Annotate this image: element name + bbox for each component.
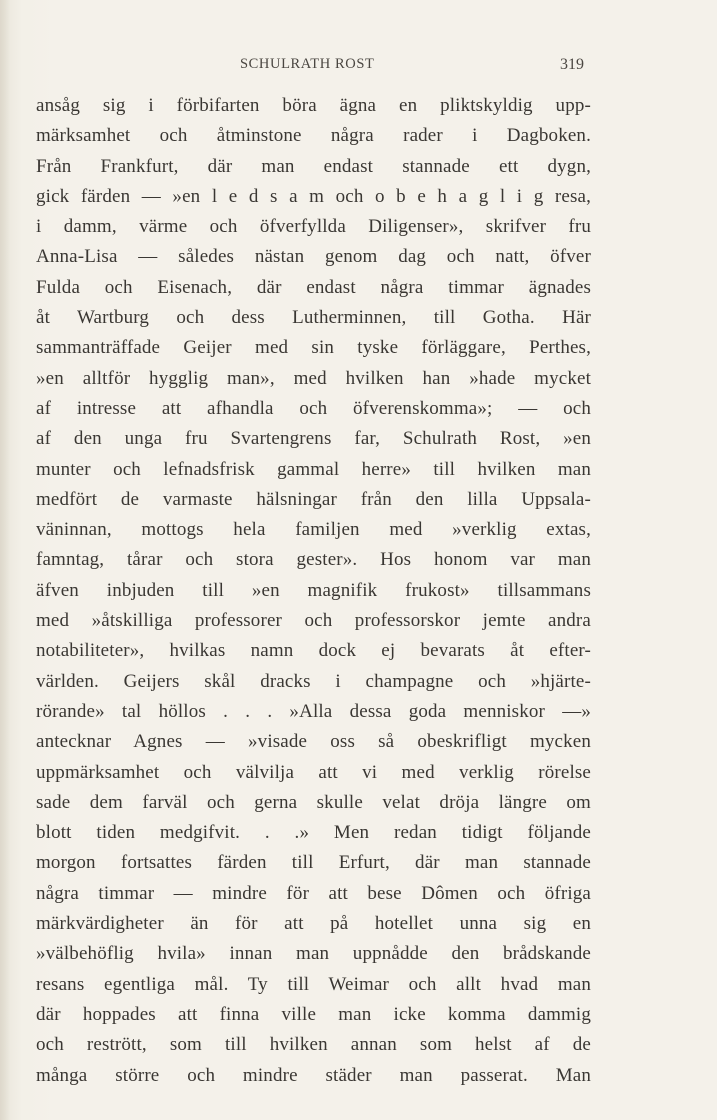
- page-number: 319: [560, 56, 584, 73]
- text-line: af intresse att afhandla och öfverenskomma»; — och: [36, 397, 591, 419]
- page-gutter-shadow: [0, 0, 10, 1120]
- text-line: märkvärdigheter än för att på hotellet unna sig en: [36, 913, 591, 935]
- text-line: Från Frankfurt, där man endast stannade ett dygn,: [36, 155, 591, 177]
- text-line: rörande» tal höllos . . . »Alla dessa goda menniskor —»: [36, 700, 591, 722]
- text-line: äfven inbjuden till »en magnifik frukost» tillsammans: [36, 579, 591, 601]
- text-line: märksamhet och åtminstone några rader i Dagboken.: [36, 125, 591, 147]
- text-line: notabiliteter», hvilkas namn dock ej bevarats åt efter-: [36, 640, 591, 662]
- text-line: i damm, värme och öfverfyllda Diligenser», skrifver fru: [36, 216, 591, 238]
- text-line: famntag, tårar och stora gester». Hos honom var man: [36, 549, 591, 571]
- text-line: uppmärksamhet och välvilja att vi med verklig rörelse: [36, 761, 591, 783]
- running-title: SCHULRATH ROST: [240, 56, 375, 72]
- text-line: sammanträffade Geijer med sin tyske förläggare, Perthes,: [36, 337, 591, 359]
- text-line: ansåg sig i förbifarten böra ägna en pliktskyldig upp-: [36, 95, 591, 116]
- text-line: världen. Geijers skål dracks i champagne och »hjärte-: [36, 670, 591, 692]
- text-line: sade dem farväl och gerna skulle velat dröja längre om: [36, 791, 591, 813]
- text-line: morgon fortsattes färden till Erfurt, där man stannade: [36, 852, 591, 874]
- text-line: blott tiden medgifvit. . .» Men redan tidigt följande: [36, 822, 591, 844]
- text-line: »en alltför hygglig man», med hvilken han »hade mycket: [36, 367, 591, 389]
- text-line: väninnan, mottogs hela familjen med »verklig extas,: [36, 519, 591, 541]
- text-line: Fulda och Eisenach, där endast några timmar ägnades: [36, 276, 591, 298]
- text-line: munter och lefnadsfrisk gammal herre» till hvilken man: [36, 458, 591, 480]
- text-line: af den unga fru Svartengrens far, Schulrath Rost, »en: [36, 428, 591, 450]
- text-line: medfört de varmaste hälsningar från den lilla Uppsala-: [36, 488, 591, 510]
- text-line: gick färden — »en l e d s a m och o b e h a g l i g resa,: [36, 185, 591, 207]
- body-text: [36, 91, 591, 1091]
- text-line: några timmar — mindre för att bese Dômen och öfriga: [36, 882, 591, 904]
- text-line: och restrött, som till hvilken annan som helst af de: [36, 1034, 591, 1056]
- text-line: Anna-Lisa — således nästan genom dag och natt, öfver: [36, 246, 591, 268]
- page-header: [0, 56, 717, 78]
- text-line: resans egentliga mål. Ty till Weimar och allt hvad man: [36, 973, 591, 995]
- text-line: många större och mindre städer man passerat. Man: [36, 1064, 591, 1086]
- text-line: »välbehöflig hvila» innan man uppnådde den brådskande: [36, 943, 591, 965]
- text-line: med »åtskilliga professorer och professorskor jemte andra: [36, 610, 591, 632]
- text-line: antecknar Agnes — »visade oss så obeskrifligt mycken: [36, 731, 591, 753]
- text-line: där hoppades att finna ville man icke komma dammig: [36, 1003, 591, 1025]
- text-line: åt Wartburg och dess Lutherminnen, till Gotha. Här: [36, 307, 591, 329]
